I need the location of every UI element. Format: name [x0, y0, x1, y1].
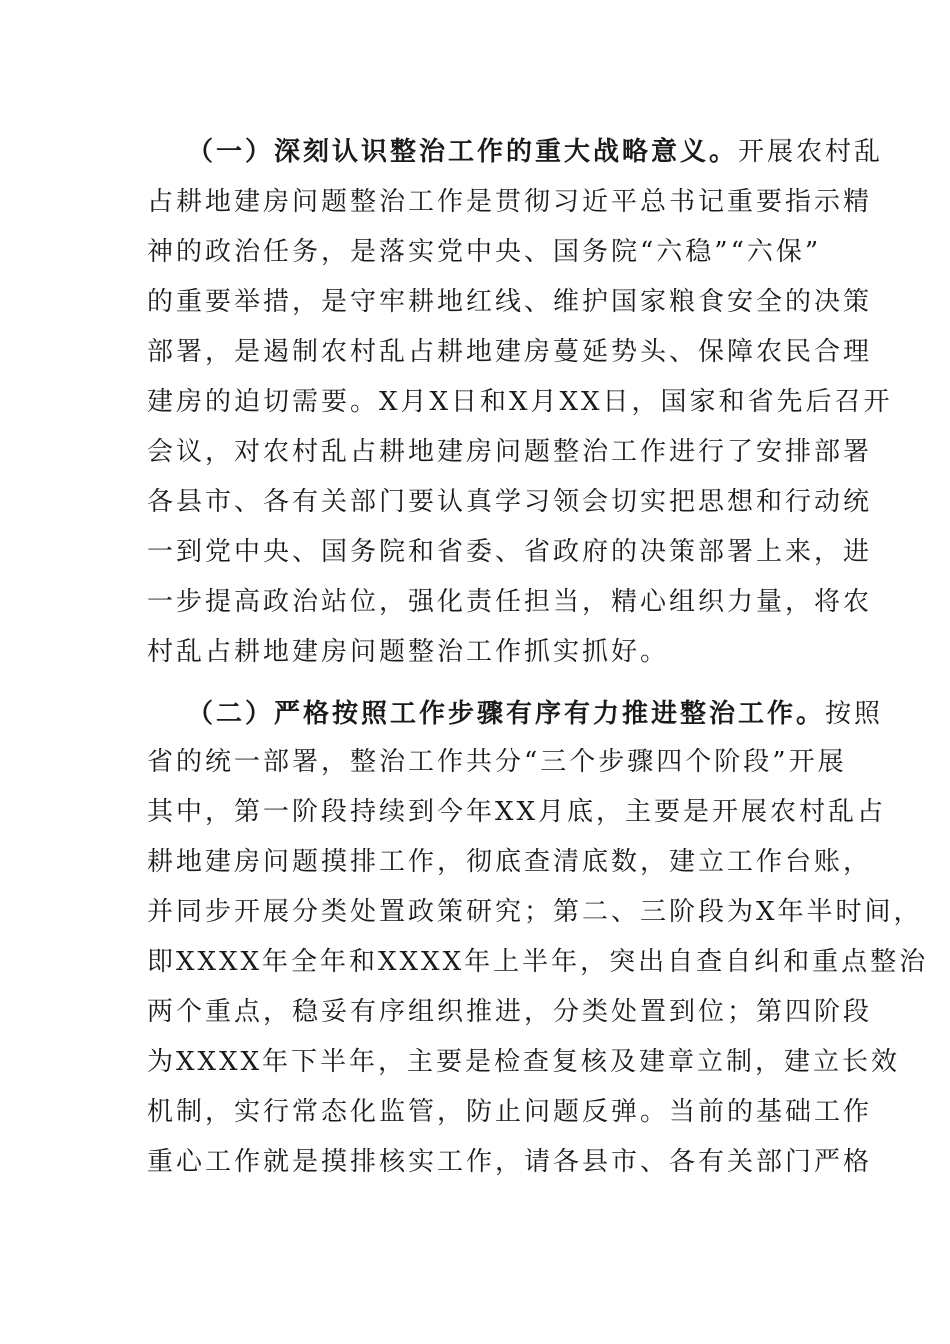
- paragraph-1-line-10: 一步提高政治站位，强化责任担当，精心组织力量，将农: [147, 587, 873, 617]
- paragraph-1-line-9: 一到党中央、国务院和省委、省政府的决策部署上来，进: [147, 537, 873, 567]
- paragraph-1-line-1: [187, 127, 884, 177]
- paragraph-1-line-6: 建房的迫切需要。X月X日和X月XX日，国家和省先后召开: [147, 387, 893, 417]
- paragraph-2-line-2: 省的统一部署，整治工作共分“三个步骤四个阶段”开展: [147, 747, 847, 777]
- paragraph-2-line-5: 并同步开展分类处置政策研究；第二、三阶段为X年半时间，: [147, 897, 923, 927]
- paragraph-1-line-5: 部署，是遏制农村乱占耕地建房蔓延势头、保障农民合理: [147, 337, 873, 367]
- paragraph-1-line-11: 村乱占耕地建房问题整治工作抓实抓好。: [147, 637, 670, 667]
- section-1-first-line-text: 开展农村乱: [738, 137, 884, 167]
- paragraph-1-line-7: 会议，对农村乱占耕地建房问题整治工作进行了安排部署: [147, 437, 873, 467]
- section-1-heading: （一）深刻认识整治工作的重大战略意义。: [187, 137, 739, 167]
- section-2-heading: （二）严格按照工作步骤有序有力推进整治工作。: [187, 699, 826, 729]
- paragraph-2-line-7: 两个重点，稳妥有序组织推进，分类处置到位；第四阶段: [147, 997, 873, 1027]
- paragraph-1-line-8: 各县市、各有关部门要认真学习领会切实把思想和行动统: [147, 487, 873, 517]
- paragraph-2-line-9: 机制，实行常态化监管，防止问题反弹。当前的基础工作: [147, 1097, 873, 1127]
- section-2-first-line-text: 按照: [825, 699, 884, 729]
- paragraph-2-line-3: 其中，第一阶段持续到今年XX月底，主要是开展农村乱占: [147, 797, 887, 827]
- paragraph-2-line-8: 为XXXX年下半年，主要是检查复核及建章立制，建立长效: [147, 1047, 901, 1077]
- paragraph-1-line-2: 占耕地建房问题整治工作是贯彻习近平总书记重要指示精: [147, 187, 873, 217]
- paragraph-2-line-10: 重心工作就是摸排核实工作，请各县市、各有关部门严格: [147, 1147, 873, 1177]
- paragraph-2-line-6: 即XXXX年全年和XXXX年上半年，突出自查自纠和重点整治: [147, 947, 929, 977]
- paragraph-2-line-1: [187, 689, 884, 739]
- paragraph-2-line-4: 耕地建房问题摸排工作，彻底查清底数，建立工作台账，: [147, 847, 873, 877]
- paragraph-1-line-3: 神的政治任务，是落实党中央、国务院“六稳”“六保”: [147, 237, 822, 267]
- paragraph-1-line-4: 的重要举措，是守牢耕地红线、维护国家粮食安全的决策: [147, 287, 873, 317]
